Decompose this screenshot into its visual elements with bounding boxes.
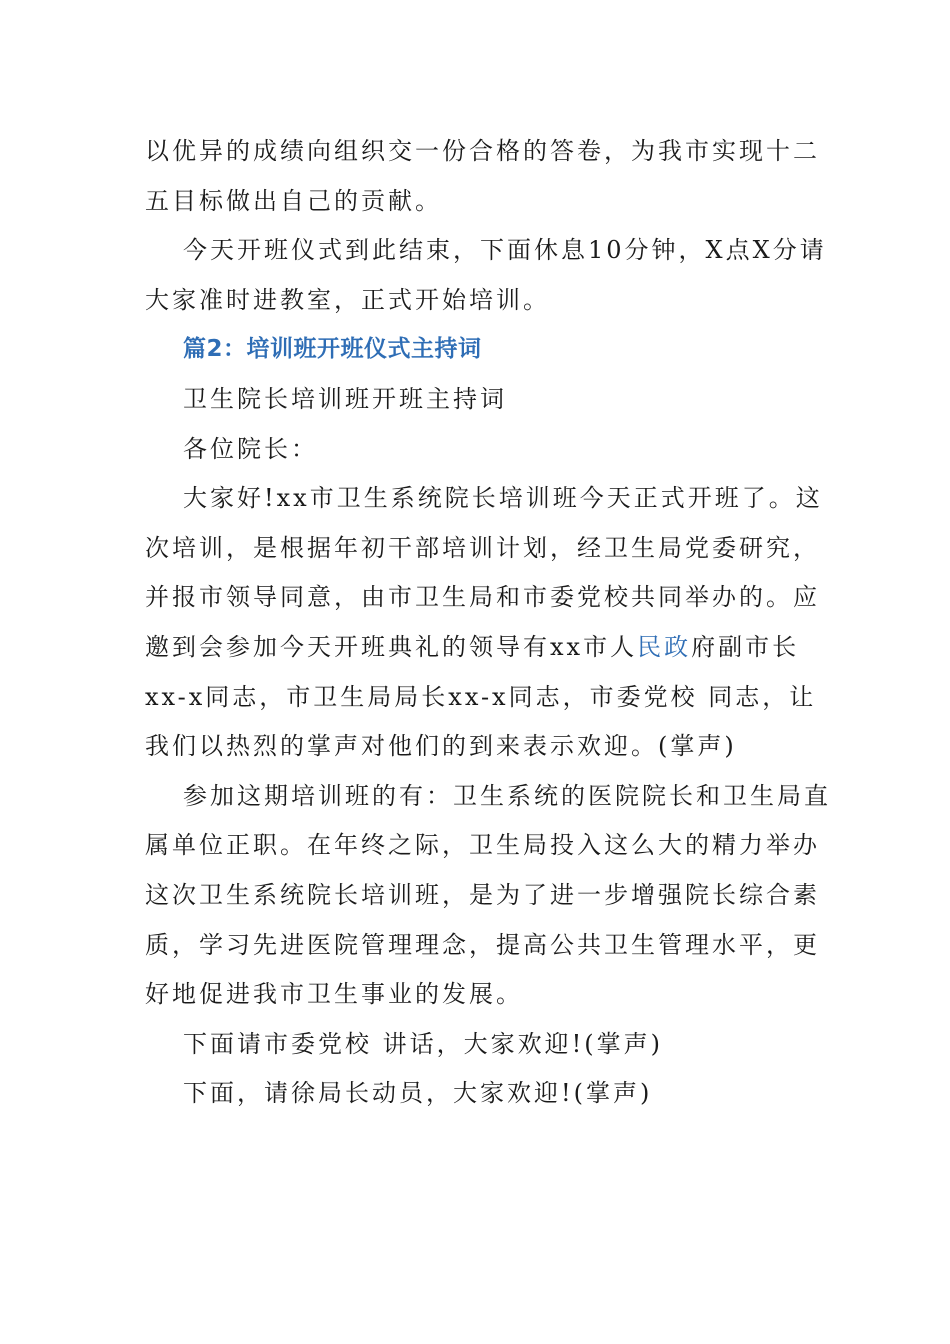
paragraph-line: xx-x同志，市卫生局局长xx-x同志，市委党校 同志，让 — [145, 682, 817, 711]
paragraph-line: 次培训，是根据年初干部培训计划，经卫生局党委研究， — [145, 533, 820, 562]
paragraph-line: 大家好!xx市卫生系统院长培训班今天正式开班了。这 — [183, 484, 823, 513]
paragraph-line: 下面，请徐局长动员，大家欢迎!(掌声) — [183, 1079, 653, 1108]
salutation: 各位院长： — [183, 434, 318, 463]
line-text: 邀到会参加今天开班典礼的领导有xx市人 — [145, 632, 638, 661]
paragraph-line: 这次卫生系统院长培训班，是为了进一步增强院长综合素 — [145, 880, 820, 909]
document-subtitle: 卫生院长培训班开班主持词 — [183, 384, 507, 413]
paragraph-line: 五目标做出自己的贡献。 — [145, 186, 442, 215]
paragraph-line: 以优异的成绩向组织交一份合格的答卷，为我市实现十二 — [145, 137, 820, 165]
document-body — [145, 127, 831, 1119]
paragraph-line: 我们以热烈的掌声对他们的到来表示欢迎。(掌声) — [145, 732, 737, 761]
paragraph-line: 下面请市委党校 讲话，大家欢迎!(掌声) — [183, 1029, 663, 1058]
paragraph-line: 参加这期培训班的有：卫生系统的医院院长和卫生局直 — [183, 781, 831, 810]
paragraph-line: 今天开班仪式到此结束，下面休息10分钟，X点X分请 — [183, 236, 827, 265]
hyperlink[interactable]: 民政 — [637, 632, 692, 661]
paragraph-line: 好地促进我市卫生事业的发展。 — [145, 980, 523, 1009]
line-text: 府副市长 — [691, 632, 800, 661]
paragraph-line — [145, 623, 805, 673]
paragraph-line: 大家准时进教室，正式开始培训。 — [145, 285, 550, 314]
paragraph-line: 并报市领导同意，由市卫生局和市委党校共同举办的。应 — [145, 583, 820, 612]
section-heading: 篇2：培训班开班仪式主持词 — [183, 336, 482, 363]
paragraph-line: 属单位正职。在年终之际，卫生局投入这么大的精力举办 — [145, 831, 820, 860]
paragraph-line: 质，学习先进医院管理理念，提高公共卫生管理水平，更 — [145, 930, 820, 959]
